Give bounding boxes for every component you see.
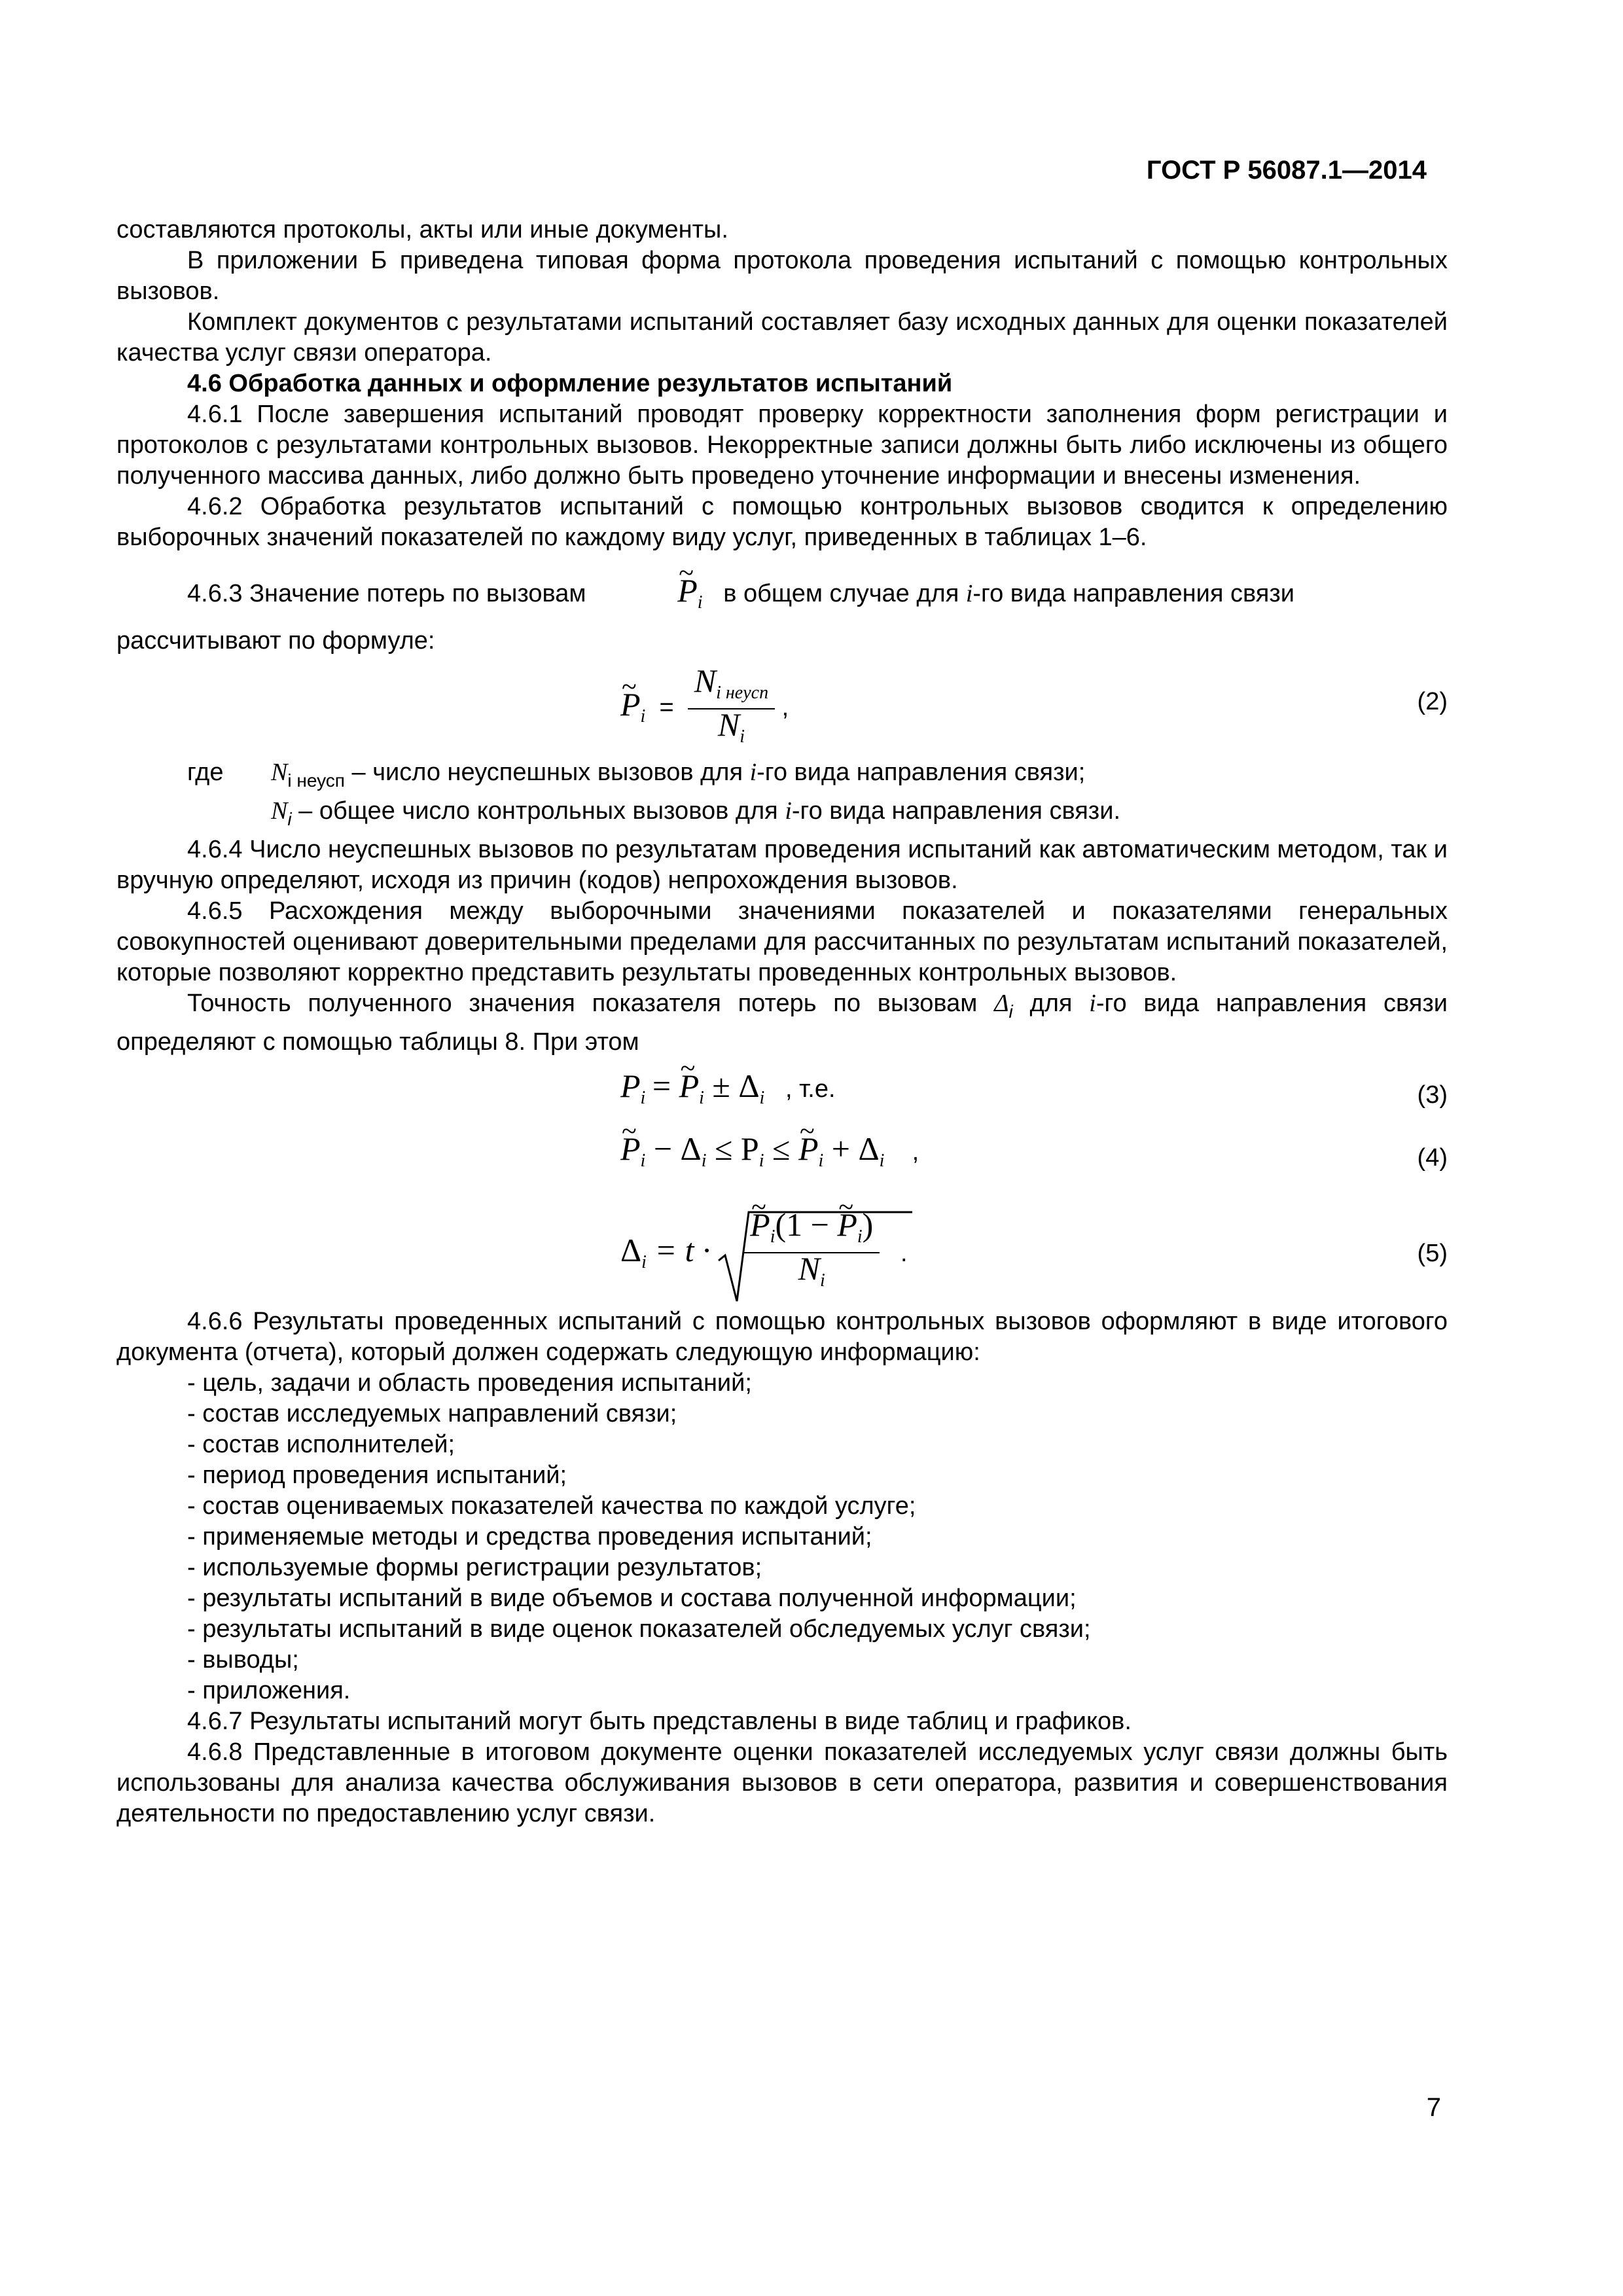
formula-subscript: i (770, 1227, 776, 1247)
paragraph: 4.6.1 После завершения испытаний проводят проверку корректности заполнения форм регистрации и протоколов с результатами контрольных вызовов. Некорректные записи должны быть либо исключены из общего полученного массива данных, либо должно быть проведено уточнение информации и внесены изменения. (116, 401, 1448, 490)
formula-5-body (620, 1206, 908, 1296)
formula-subscript: i (758, 1151, 764, 1171)
formula-2 (116, 659, 1448, 757)
paragraph: 4.6.8 Представленные в итоговом документе оценки показателей исследуемых услуг связи должны быть использованы для анализа качества обслуживания вызовов в сети оператора, развития и совершенствования деятельности по предоставлению услуг связи. (116, 1738, 1448, 1827)
formula-symbol: ~ P (620, 1134, 641, 1164)
italic-variable: i (965, 580, 973, 607)
paragraph: В приложении Б приведена типовая форма протокола проведения испытаний с помощью контрольных вызовов. (116, 247, 1448, 305)
formula-operator: ≤ P (706, 1130, 759, 1167)
formula-tail: . (901, 1240, 908, 1268)
paragraph: рассчитывают по формуле: (116, 627, 435, 655)
formula-subscript: i (641, 1252, 647, 1273)
formula-operator: = t · (646, 1232, 711, 1269)
paragraph: 4.6.4 Число неуспешных вызовов по результатам проведения испытаний как автоматическим методом, так и вручную определяют, исходя из причин (кодов) непрохождения вызовов. (116, 836, 1448, 894)
formula-subscript: i (697, 592, 703, 613)
paragraph-text: -го вида направления связи (972, 580, 1294, 607)
formula-symbol: Δ (620, 1232, 642, 1269)
paragraph-text: 4.6.3 Значение потерь по вызовам (187, 580, 586, 607)
formula-equals: = (652, 1067, 679, 1104)
paragraph: 4.6.2 Обработка результатов испытаний с помощью контрольных вызовов сводится к определению выборочных значений показателей по каждому виду услуг, приведенных в таблицах 1–6. (116, 493, 1448, 551)
formula-operator: (1 − (775, 1206, 838, 1243)
formula-subscript: i (740, 726, 745, 747)
italic-variable: i (749, 759, 757, 786)
formula-subscript: i (879, 1151, 885, 1171)
list-item: - состав оцениваемых показателей качества по каждой услуге; (187, 1492, 916, 1520)
italic-variable: i (1008, 1001, 1013, 1022)
formula-3 (116, 1062, 1448, 1124)
definition-2 (116, 796, 1448, 834)
delta-symbol: Δ (994, 990, 1009, 1017)
definition-1 (116, 757, 1448, 796)
list-item: - приложения. (187, 1677, 351, 1704)
list-item: - результаты испытаний в виде объемов и состава полученной информации; (187, 1585, 1077, 1612)
paragraph-text: в общем случае для (723, 580, 959, 607)
formula-number: (5) (1417, 1240, 1448, 1267)
list-item: - состав исполнителей; (187, 1431, 455, 1458)
formula-subscript: i неусп (716, 683, 769, 703)
document-body (116, 215, 1448, 1829)
section-heading: 4.6 Обработка данных и оформление результатов испытаний (187, 370, 953, 397)
paragraph: составляются протоколы, акты или иные документы. (116, 216, 728, 243)
list-item: - цель, задачи и область проведения испытаний; (187, 1369, 752, 1397)
formula-subscript: i (699, 1088, 704, 1108)
paragraph-accuracy (116, 988, 1448, 1058)
formula-subscript: i (818, 1151, 824, 1171)
formula-symbol: ~ P (620, 689, 641, 720)
list-item: - используемые формы регистрации результатов; (187, 1554, 762, 1581)
definition-subscript: i неусп (287, 770, 345, 791)
requirements-list (116, 1368, 1448, 1706)
definition-symbol: N (271, 759, 288, 786)
list-item: - применяемые методы и средства проведения испытаний; (187, 1523, 872, 1551)
definition-text: -го вида направления связи; (757, 759, 1086, 786)
formula-subscript: i (701, 1151, 707, 1171)
formula-symbol: ~ P (750, 1210, 770, 1240)
formula-3-body (620, 1067, 836, 1113)
fraction-numerator (688, 662, 775, 709)
paragraph-text: для (1029, 990, 1073, 1017)
formula-operator: + Δ (823, 1130, 880, 1167)
formula-fraction (688, 662, 775, 752)
formula-subscript: i (820, 1270, 825, 1291)
formula-equals: = (659, 694, 674, 722)
list-item: - результаты испытаний в виде оценок показателей обследуемых услуг связи; (187, 1615, 1091, 1643)
formula-number: (4) (1417, 1144, 1448, 1172)
formula-symbol: ~ P (837, 1210, 857, 1240)
fraction-denominator (688, 706, 775, 752)
formula-4 (116, 1124, 1448, 1187)
formula-operator: − Δ (645, 1130, 702, 1167)
formula-symbol: P (620, 1067, 641, 1104)
formula-5 (116, 1187, 1448, 1302)
formula-4-body (620, 1130, 919, 1176)
formula-operator: ≤ (764, 1130, 798, 1167)
formula-tail: , т.е. (785, 1075, 836, 1103)
list-item: - выводы; (187, 1646, 299, 1674)
formula-symbol: N (694, 662, 717, 699)
paragraph-text: -го вида направления связи определяют с помощью таблицы 8. При этом (116, 990, 1448, 1056)
formula-subscript: i (640, 1151, 646, 1171)
page-number: 7 (1426, 2093, 1441, 2122)
where-label: где (187, 759, 224, 786)
list-item: - период проведения испытаний; (187, 1462, 567, 1489)
definition-subscript: i (287, 809, 292, 829)
paragraph: 4.6.7 Результаты испытаний могут быть представлены в виде таблиц и графиков. (187, 1708, 1132, 1735)
paragraph-4-6-3 (116, 567, 1448, 626)
formula-subscript: i (759, 1088, 765, 1108)
paragraph: 4.6.6 Результаты проведенных испытаний с помощью контрольных вызовов оформляют в виде итогового документа (отчета), который должен содержать следующую информацию: (116, 1308, 1448, 1366)
formula-tail: , (912, 1138, 919, 1166)
formula-symbol: N (717, 706, 740, 743)
document-code-header: ГОСТ Р 56087.1—2014 (1146, 156, 1427, 185)
square-root (717, 1206, 880, 1296)
formula-symbol: ~ P (679, 1071, 700, 1102)
definition-text: -го вида направления связи. (791, 797, 1121, 825)
italic-variable: i (1089, 990, 1096, 1017)
formula-subscript: i (640, 706, 646, 727)
definition-symbol: N (271, 797, 288, 825)
formula-operator: ) (862, 1206, 874, 1243)
square-root-sign-icon (717, 1210, 914, 1308)
definition-text: – общее число контрольных вызовов для (298, 797, 778, 825)
definition-text: – число неуспешных вызовов для (351, 759, 743, 786)
formula-2-body (620, 662, 789, 752)
italic-variable: i (785, 797, 792, 825)
formula-operator: ± Δ (704, 1067, 760, 1104)
formula-subscript: i (640, 1088, 646, 1108)
formula-number: (3) (1417, 1081, 1448, 1109)
formula-punctuation: , (781, 694, 789, 722)
formula-symbol: ~ P (798, 1134, 819, 1164)
formula-symbol: N (798, 1250, 821, 1287)
formula-number: (2) (1417, 688, 1448, 715)
formula-symbol: ~ P (607, 567, 698, 613)
paragraph: Комплект документов с результатами испытаний составляет базу исходных данных для оценки показателей качества услуг связи оператора. (116, 308, 1448, 367)
formula-subscript: i (857, 1227, 863, 1247)
paragraph-text: Точность полученного значения показателя потерь по вызовам (187, 990, 978, 1017)
list-item: - состав исследуемых направлений связи; (187, 1400, 677, 1427)
paragraph: 4.6.5 Расхождения между выборочными значениями показателей и показателями генеральных совокупностей оценивают доверительными пределами для рассчитанных по результатам испытаний показателей, которые позволяют корректно представить результаты проведенных контрольных вызовов. (116, 897, 1448, 986)
